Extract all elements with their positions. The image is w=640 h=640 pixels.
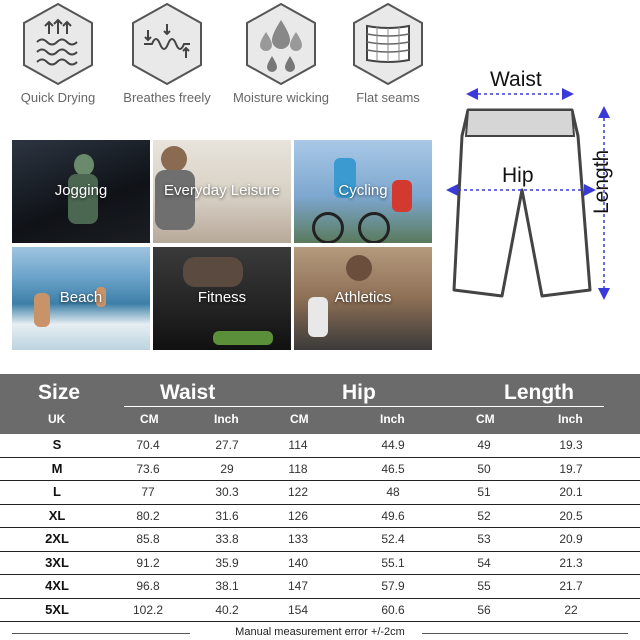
subheader-waist-inch: Inch: [214, 412, 239, 426]
feature-label: Moisture wicking: [232, 90, 330, 105]
measurement-cell: 122: [287, 485, 309, 499]
table-row: [0, 481, 640, 505]
feature-moisture-wicking: [226, 2, 336, 112]
measurement-cell: 40.2: [215, 602, 239, 617]
size-cell: 4XL: [45, 578, 69, 593]
measurement-cell: 96.8: [136, 579, 160, 593]
measurement-cell: 30.3: [215, 485, 239, 499]
moisture-wicking-icon: [244, 2, 318, 86]
feature-quick-drying: [3, 2, 113, 112]
measurement-cell: 56: [477, 602, 491, 617]
flat-seams-icon: [351, 2, 425, 86]
measurement-cell: 147: [287, 579, 309, 593]
activity-tile-fitness: [153, 247, 291, 350]
measurement-cell: 20.1: [559, 485, 583, 499]
hip-label: Hip: [502, 164, 534, 187]
measurement-cell: 52.4: [381, 532, 405, 546]
shorts-outline: [454, 110, 590, 296]
measurement-cell: 140: [287, 555, 309, 570]
measurement-cell: 49.6: [381, 508, 405, 523]
header-size: Size: [38, 381, 81, 404]
subheader-length-inch: Inch: [558, 412, 583, 426]
header-length: Length: [504, 381, 574, 404]
measurement-cell: 20.9: [559, 532, 583, 546]
size-chart-header: [0, 374, 640, 434]
measurement-cell: 91.2: [136, 555, 160, 570]
activity-label: Fitness: [197, 289, 247, 306]
measurement-cell: 53: [477, 532, 491, 546]
feature-label: Breathes freely: [123, 90, 211, 105]
size-cell: S: [52, 437, 62, 452]
table-row: [0, 528, 640, 552]
activity-tile-beach: [12, 247, 150, 350]
measurement-cell: 20.5: [559, 508, 583, 523]
activity-tile-jogging: [12, 140, 150, 243]
measurement-cell: 60.6: [381, 602, 405, 617]
breathes-freely-icon: [130, 2, 204, 86]
activity-label: Jogging: [54, 182, 108, 199]
measurement-cell: 54: [477, 555, 491, 570]
subheader-hip-cm: CM: [290, 412, 309, 426]
measurement-cell: 77: [141, 485, 155, 499]
measurement-cell: 31.6: [215, 508, 239, 523]
header-hip: Hip: [342, 381, 376, 404]
activity-label: Beach: [59, 289, 103, 306]
measurement-cell: 118: [288, 461, 308, 476]
waist-label: Waist: [490, 68, 542, 91]
subheader-hip-inch: Inch: [380, 412, 405, 426]
size-chart-rows: [0, 434, 640, 622]
measurement-cell: 51: [477, 485, 491, 499]
quick-drying-icon: [21, 2, 95, 86]
measurement-cell: 44.9: [381, 438, 405, 452]
header-waist: Waist: [160, 381, 216, 404]
measurement-note: Manual measurement error +/-2cm: [235, 626, 405, 638]
measurement-cell: 27.7: [215, 438, 239, 452]
measurement-cell: 114: [288, 438, 308, 452]
measurement-cell: 55: [477, 579, 491, 593]
table-row: [0, 505, 640, 529]
measurement-cell: 46.5: [381, 461, 405, 476]
measurement-cell: 154: [287, 602, 309, 617]
size-cell: 3XL: [45, 554, 69, 570]
feature-label: Flat seams: [356, 90, 420, 105]
measurement-cell: 85.8: [136, 532, 160, 546]
size-chart-table: [0, 374, 640, 622]
activity-tile-cycling: [294, 140, 432, 243]
activity-tile-everyday-leisure: [153, 140, 291, 243]
measurement-cell: 19.3: [559, 438, 583, 452]
length-label: Length: [590, 149, 613, 214]
measurement-cell: 48: [386, 485, 400, 499]
measurement-cell: 49: [477, 438, 491, 452]
size-cell: 5XL: [45, 601, 69, 617]
measurement-cell: 50: [477, 461, 491, 476]
table-row: [0, 552, 640, 576]
activity-tile-athletics: [294, 247, 432, 350]
measurement-cell: 73.6: [136, 461, 160, 476]
table-row: [0, 599, 640, 623]
subheader-length-cm: CM: [476, 412, 495, 426]
table-row: [0, 458, 640, 482]
measurement-cell: 57.9: [381, 579, 405, 593]
feature-breathes-freely: [112, 2, 222, 112]
activity-label: Everyday Leisure: [164, 182, 280, 199]
measurement-cell: 19.7: [559, 461, 583, 476]
size-cell: XL: [48, 507, 66, 523]
measurement-cell: 21.7: [559, 579, 583, 593]
measurement-cell: 29: [220, 461, 234, 476]
subheader-uk: UK: [48, 412, 66, 426]
measurement-cell: 102.2: [132, 602, 164, 617]
measurement-cell: 70.4: [136, 438, 160, 452]
feature-flat-seams: [333, 2, 443, 112]
size-cell: M: [51, 460, 63, 476]
subheader-waist-cm: CM: [140, 412, 159, 426]
measurement-cell: 22: [564, 602, 578, 617]
activity-label: Athletics: [334, 289, 392, 306]
feature-label: Quick Drying: [20, 90, 96, 105]
measurement-cell: 21.3: [559, 555, 583, 570]
measurement-cell: 52: [477, 508, 491, 523]
activity-label: Cycling: [338, 182, 388, 199]
measurement-cell: 80.2: [136, 508, 160, 523]
measurement-cell: 38.1: [215, 579, 239, 593]
table-row: [0, 434, 640, 458]
table-row: [0, 575, 640, 599]
measurement-cell: 55.1: [381, 555, 405, 570]
measurement-cell: 33.8: [215, 532, 239, 546]
size-cell: 2XL: [45, 531, 69, 546]
size-cell: L: [53, 484, 61, 499]
measurement-cell: 126: [287, 508, 309, 523]
measurement-cell: 133: [287, 532, 309, 546]
measurement-cell: 35.9: [215, 555, 239, 570]
